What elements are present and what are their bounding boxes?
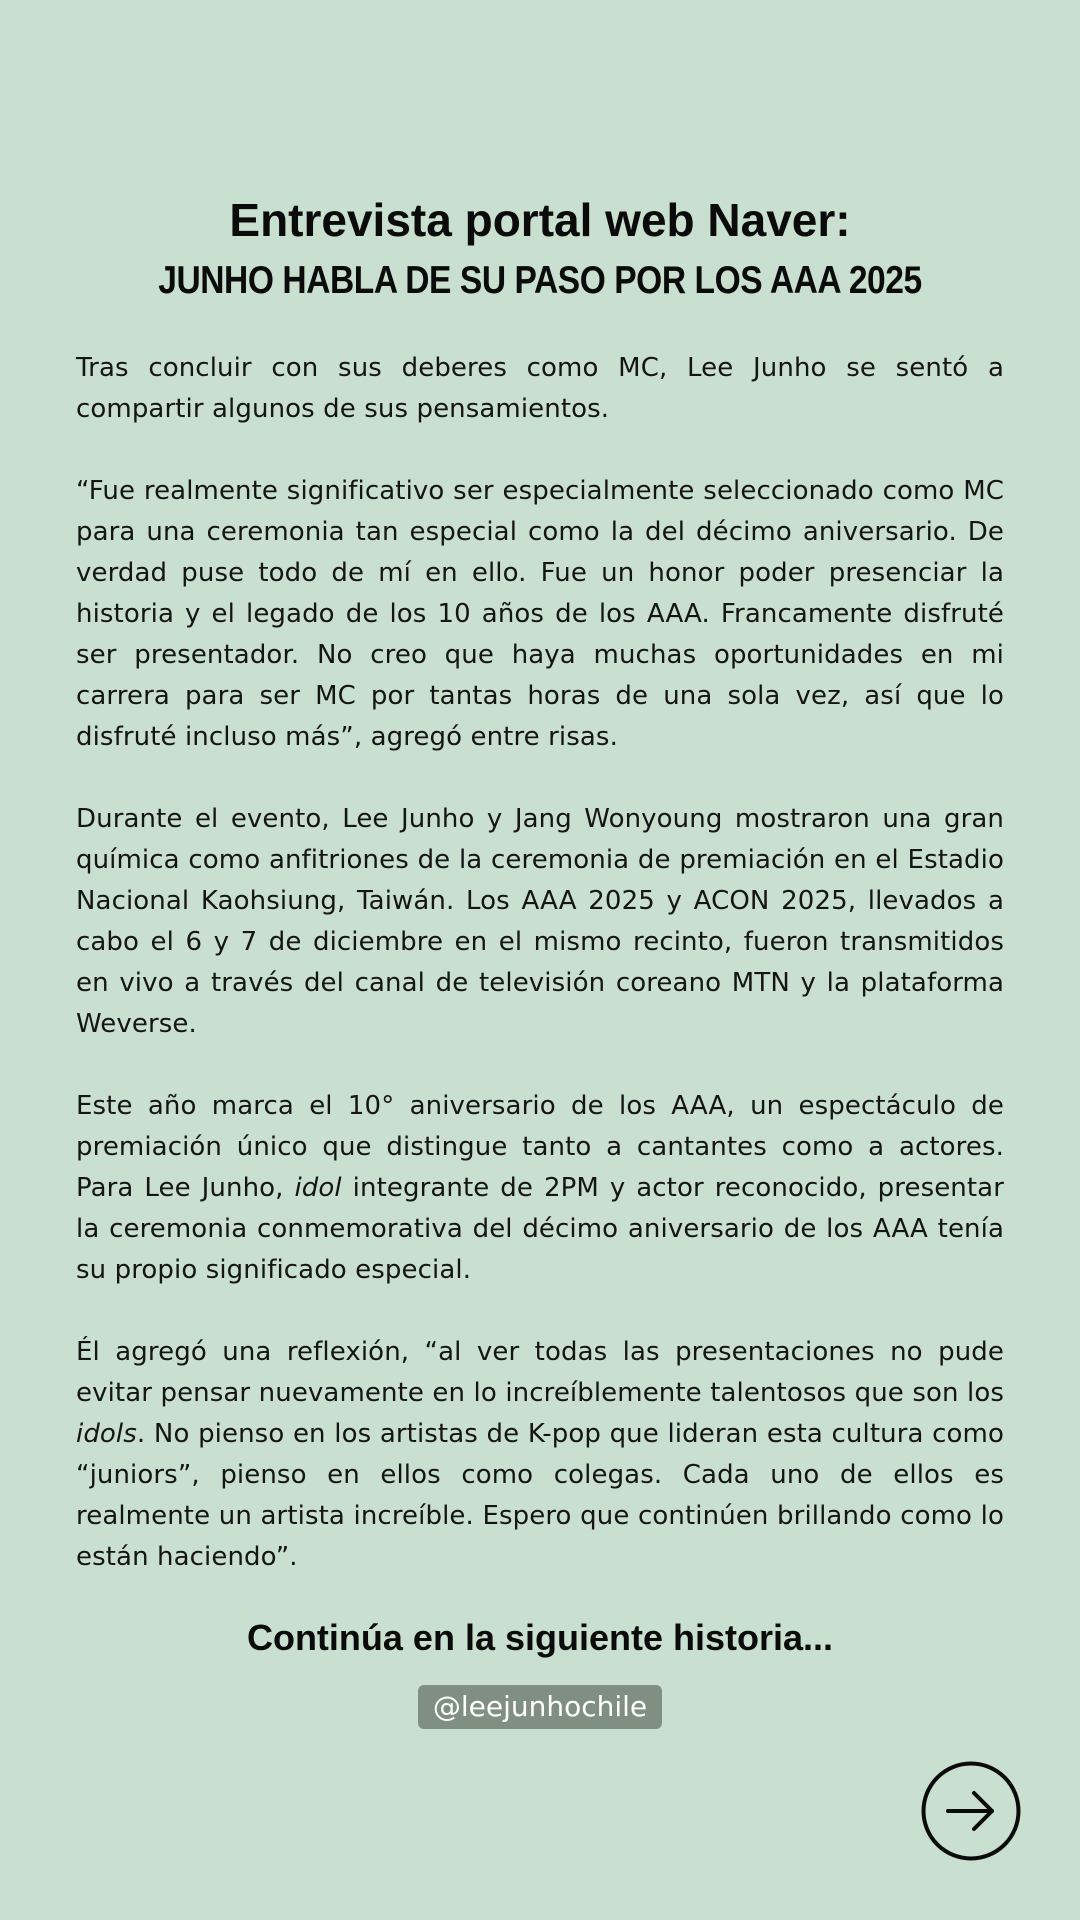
- next-story-button[interactable]: [921, 1761, 1021, 1861]
- page-subtitle: JUNHO HABLA DE SU PASO POR LOS AAA 2025: [158, 259, 922, 302]
- paragraph-text: Él agregó una reflexión, “al ver todas las presentaciones no pude evitar pensar nuevamente en lo increíblemente talentosos que son los: [76, 1337, 1004, 1408]
- story-header: [0, 190, 1080, 306]
- article-paragraph: [76, 1086, 1004, 1291]
- italic-term: idol: [294, 1173, 342, 1203]
- paragraph-text: Tras concluir con sus deberes como MC, Lee Junho se sentó a compartir algunos de sus pensamientos.: [76, 353, 1004, 424]
- article-paragraph: [76, 799, 1004, 1045]
- paragraph-text: “Fue realmente significativo ser especialmente seleccionado como MC para una ceremonia tan especial como la del décimo aniversario. De verdad puse todo de mí en ello. Fue un honor poder presenciar la historia y el legado de los 10 años de los AAA. Francamente disfruté ser presentador. No creo que haya muchas oportunidades en mi carrera para ser MC por tantas horas de una sola vez, así que lo disfruté incluso más”, agregó entre risas.: [76, 476, 1004, 752]
- page-title: Entrevista portal web Naver:: [229, 194, 851, 246]
- paragraph-text: Este año marca el 10° aniversario de los AAA, un espectáculo de premiación único que distingue tanto a cantantes como a actores. Para Lee Junho,: [76, 1091, 1004, 1203]
- article-body: [76, 348, 1004, 1619]
- italic-term: idols: [76, 1419, 137, 1449]
- paragraph-text: . No pienso en los artistas de K-pop que lideran esta cultura como “juniors”, pienso en ellos como colegas. Cada uno de ellos es realmente un artista increíble. Espero que continúen brillando como lo están haciendo”.: [76, 1419, 1004, 1572]
- account-handle-badge: @leejunhochile: [418, 1685, 662, 1729]
- paragraph-text: integrante de 2PM y actor reconocido, presentar la ceremonia conmemorativa del décimo aniversario de los AAA tenía su propio significado especial.: [76, 1173, 1005, 1285]
- article-paragraph: [76, 471, 1004, 758]
- arrow-right-circle-icon: [921, 1761, 1021, 1861]
- article-paragraph: [76, 1332, 1004, 1578]
- paragraph-text: Durante el evento, Lee Junho y Jang Wonyoung mostraron una gran química como anfitriones de la ceremonia de premiación en el Estadio Nacional Kaohsiung, Taiwán. Los AAA 2025 y ACON 2025, llevados a cabo el 6 y 7 de diciembre en el mismo recinto, fueron transmitidos en vivo a través del canal de televisión coreano MTN y la plataforma Weverse.: [76, 804, 1004, 1039]
- continue-caption: Continúa en la siguiente historia...: [246, 1617, 834, 1658]
- article-paragraph: [76, 348, 1004, 430]
